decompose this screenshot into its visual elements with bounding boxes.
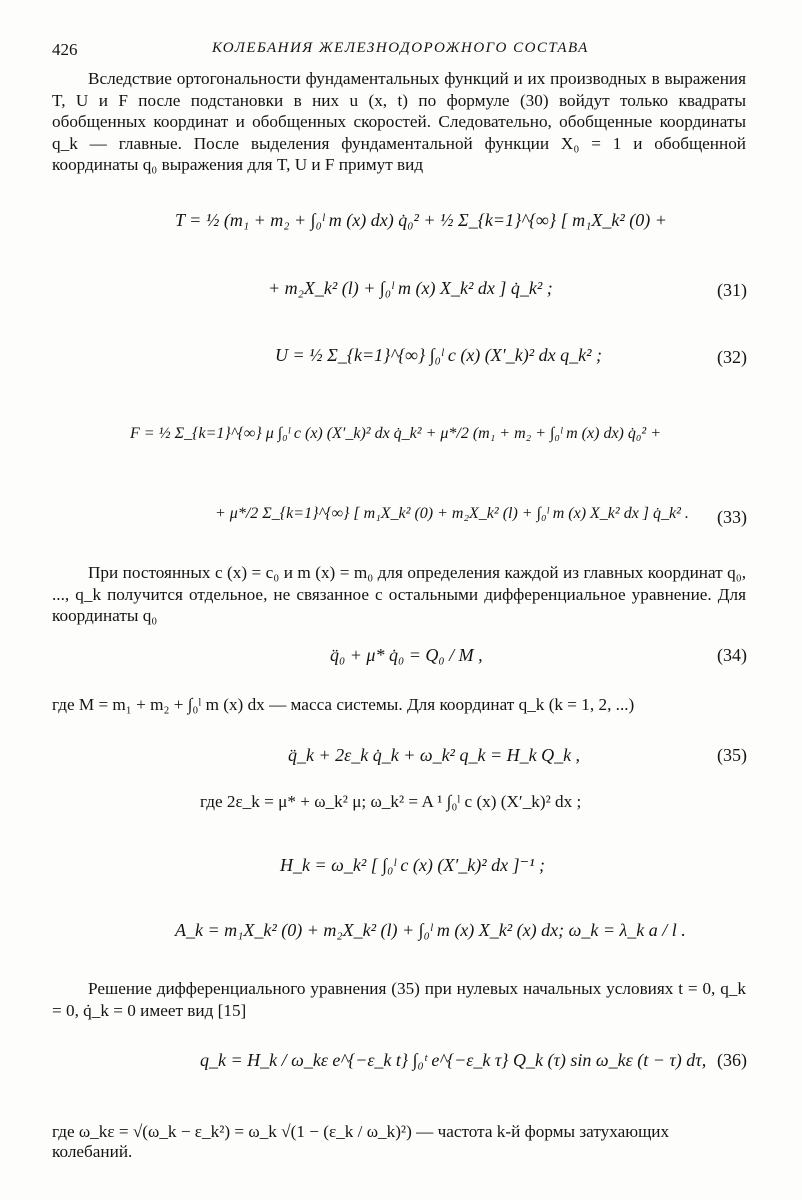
where-omega-damped: где ω_kε = √(ω_k − ε_k²) = ω_k √(1 − (ε_k / ω_k)²) — частота k-й формы затухающих колебаний. <box>52 1122 670 1161</box>
paragraph-constant-text: При постоянных c (x) = c₀ и m (x) = m₀ для определения каждой из главных координат q₀, ..., q_k получится отдельное, не связанное с остальными дифференциальное уравнение. Для координаты q₀ <box>52 563 746 625</box>
paragraph-intro <box>52 68 746 176</box>
equation-number-35: (35) <box>717 745 747 765</box>
equation-31-line1: T = ½ (m₁ + m₂ + ∫₀ˡ m (x) dx) q̇₀² + ½ Σ_{k=1}^{∞} [ m₁X_k² (0) + <box>175 210 667 230</box>
equation-35: q̈_k + 2ε_k q̇_k + ω_k² q_k = H_k Q_k , <box>288 745 581 765</box>
equation-33-line1: F = ½ Σ_{k=1}^{∞} μ ∫₀ˡ c (x) (X′_k)² dx q̇_k² + μ*/2 (m₁ + m₂ + ∫₀ˡ m (x) dx) q̇₀² + <box>130 425 662 442</box>
equation-number-31: (31) <box>717 280 747 300</box>
equation-number-36: (36) <box>717 1050 747 1070</box>
running-title: КОЛЕБАНИЯ ЖЕЛЕЗНОДОРОЖНОГО СОСТАВА <box>212 40 589 56</box>
where-35-epsilon: где 2ε_k = μ* + ω_k² μ; ω_k² = A ¹ ∫₀ˡ c (x) (X′_k)² dx ; <box>200 792 582 811</box>
equation-number-33: (33) <box>717 507 747 527</box>
where-35-h: H_k = ω_k² [ ∫₀ˡ c (x) (X′_k)² dx ]⁻¹ ; <box>280 855 546 875</box>
paragraph-solution <box>52 978 746 1021</box>
equation-33-line2: + μ*/2 Σ_{k=1}^{∞} [ m₁X_k² (0) + m₂X_k² (l) + ∫₀ˡ m (x) X_k² dx ] q̇_k² . <box>215 505 689 522</box>
equation-31-line2: + m₂X_k² (l) + ∫₀ˡ m (x) X_k² dx ] q̇_k² ; <box>268 278 553 298</box>
paragraph-intro-text: Вследствие ортогональности фундаментальных функций и их производных в выражения T, U и F после подстановки в них u (x, t) по формуле (30) войдут только квадраты обобщенных координат и обобщенных скоростей. Следовательно, обобщенные координаты q_k — главные. После выделения фундаментальной функции X₀ = 1 и обобщенной координаты q₀ выражения для T, U и F примут вид <box>52 69 746 174</box>
equation-34: q̈₀ + μ* q̇₀ = Q₀ / M , <box>330 645 483 665</box>
equation-number-32: (32) <box>717 347 747 367</box>
equation-36: q_k = H_k / ω_kε e^{−ε_k t} ∫₀ᵗ e^{−ε_k τ} Q_k (τ) sin ω_kε (t − τ) dτ, <box>200 1050 707 1070</box>
where-35-a: A_k = m₁X_k² (0) + m₂X_k² (l) + ∫₀ˡ m (x) X_k² (x) dx; ω_k = λ_k a / l . <box>175 920 686 940</box>
paragraph-solution-text: Решение дифференциального уравнения (35) при нулевых начальных условиях t = 0, q_k = 0, q̇_k = 0 имеет вид [15] <box>52 979 746 1020</box>
page-number: 426 <box>52 40 78 59</box>
paragraph-constant <box>52 562 746 627</box>
equation-number-34: (34) <box>717 645 747 665</box>
equation-32: U = ½ Σ_{k=1}^{∞} ∫₀ˡ c (x) (X′_k)² dx q_k² ; <box>275 345 602 365</box>
where-mass: где M = m₁ + m₂ + ∫₀ˡ m (x) dx — масса системы. Для координат q_k (k = 1, 2, ...) <box>52 695 635 714</box>
